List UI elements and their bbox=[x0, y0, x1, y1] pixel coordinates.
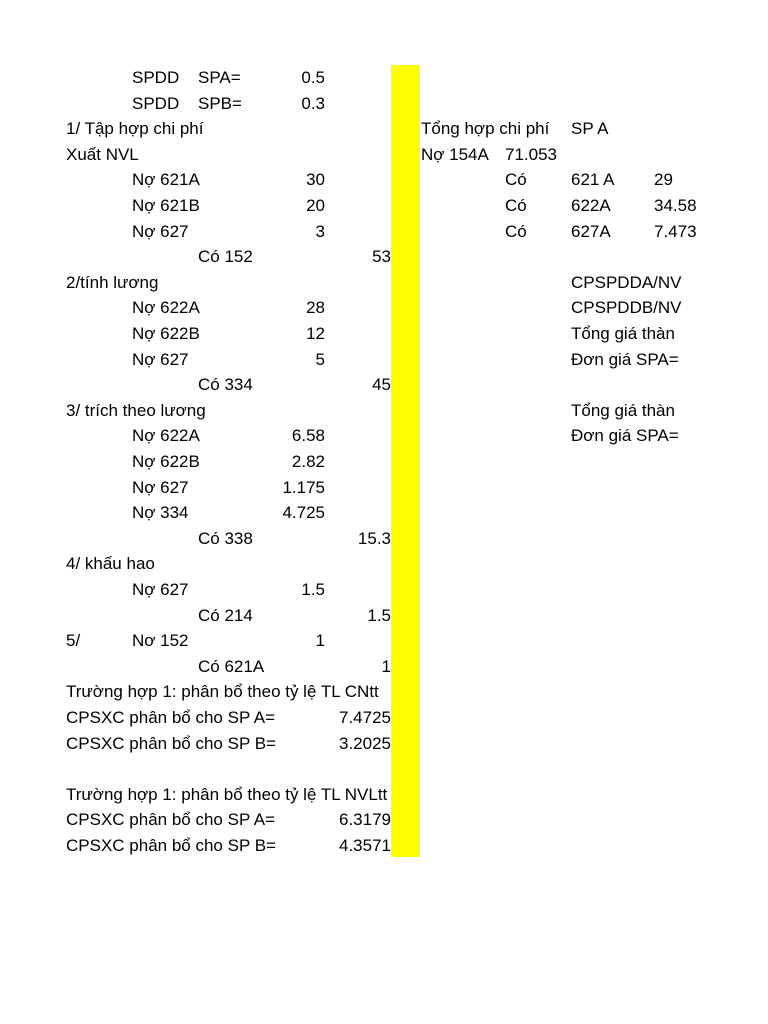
cell-g-3: Tổng hợp chi phí bbox=[421, 119, 550, 139]
cell-e-22: 1.5 bbox=[367, 605, 391, 625]
cell-d-10: 28 bbox=[306, 298, 325, 318]
cell-b-17: Nợ 627 bbox=[132, 477, 189, 497]
cell-d-2: 0.3 bbox=[301, 93, 325, 113]
cell-a-4: Xuất NVL bbox=[66, 144, 139, 164]
cell-h-4: 71.053 bbox=[505, 144, 557, 164]
cell-e-30: 6.3179 bbox=[339, 810, 391, 830]
cell-b-12: Nợ 627 bbox=[132, 349, 189, 369]
cell-i-14: Tổng giá thàn bbox=[571, 400, 675, 420]
cell-a-30: CPSXC phân bổ cho SP A= bbox=[66, 810, 276, 830]
cell-e-8: 53 bbox=[372, 247, 391, 267]
cell-g-4: Nợ 154A bbox=[421, 144, 489, 164]
cell-d-6: 20 bbox=[306, 196, 325, 215]
cell-a-31: CPSXC phân bổ cho SP B= bbox=[66, 836, 276, 855]
highlighted-column bbox=[391, 65, 420, 857]
cell-d-5: 30 bbox=[306, 170, 325, 190]
cell-a-14: 3/ trích theo lương bbox=[66, 400, 206, 420]
cell-d-17: 1.175 bbox=[282, 477, 325, 497]
cell-i-11: Tổng giá thàn bbox=[571, 324, 675, 343]
cell-i-9: CPSPDDA/NV bbox=[571, 272, 682, 292]
cell-c-8: Có 152 bbox=[198, 247, 253, 267]
cell-b-5: Nợ 621A bbox=[132, 170, 200, 190]
cell-e-26: 7.4725 bbox=[339, 708, 391, 727]
cell-i-3: SP A bbox=[571, 119, 609, 139]
cell-b-18: Nợ 334 bbox=[132, 503, 189, 523]
cell-a-3: 1/ Tập hợp chi phí bbox=[66, 119, 204, 139]
cell-d-18: 4.725 bbox=[282, 503, 325, 523]
cell-d-12: 5 bbox=[315, 349, 325, 369]
cell-e-31: 4.3571 bbox=[339, 836, 391, 855]
cell-h-7: Có bbox=[505, 221, 527, 241]
cell-a-9: 2/tính lương bbox=[66, 272, 159, 292]
cell-d-21: 1.5 bbox=[301, 580, 325, 599]
cell-i-6: 622A bbox=[571, 196, 611, 215]
cell-b-10: Nợ 622A bbox=[132, 298, 200, 318]
cell-h-5: Có bbox=[505, 170, 527, 190]
cell-i-15: Đơn giá SPA= bbox=[571, 426, 679, 446]
cell-d-23: 1 bbox=[315, 631, 325, 651]
cell-e-19: 15.3 bbox=[357, 528, 391, 548]
cell-d-16: 2.82 bbox=[291, 452, 325, 471]
cell-c-19: Có 338 bbox=[198, 528, 253, 548]
cell-b-23: Nơ 152 bbox=[132, 631, 189, 651]
cell-c-2: SPB= bbox=[198, 93, 242, 113]
cell-d-1: 0.5 bbox=[301, 68, 325, 87]
cell-b-2: SPDD bbox=[132, 93, 180, 113]
cell-e-27: 3.2025 bbox=[339, 733, 391, 753]
cell-d-7: 3 bbox=[315, 221, 325, 241]
cell-i-10: CPSPDDB/NV bbox=[571, 298, 682, 318]
cell-j-5: 29 bbox=[654, 170, 673, 190]
cell-a-23: 5/ bbox=[66, 631, 81, 651]
cell-e-24: 1 bbox=[381, 656, 391, 676]
cell-d-15: 6.58 bbox=[291, 426, 325, 446]
cell-i-12: Đơn giá SPA= bbox=[571, 349, 679, 369]
cell-h-6: Có bbox=[505, 196, 527, 215]
cell-a-26: CPSXC phân bổ cho SP A= bbox=[66, 708, 276, 727]
cell-j-6: 34.58 bbox=[654, 196, 697, 215]
cell-b-15: Nợ 622A bbox=[132, 426, 200, 446]
cell-i-5: 621 A bbox=[571, 170, 615, 190]
cell-a-27: CPSXC phân bổ cho SP B= bbox=[66, 733, 276, 753]
cell-i-7: 627A bbox=[571, 221, 611, 241]
cell-d-11: 12 bbox=[306, 324, 325, 343]
cell-c-22: Có 214 bbox=[198, 605, 253, 625]
cell-j-7: 7.473 bbox=[654, 221, 697, 241]
cell-b-16: Nợ 622B bbox=[132, 452, 200, 471]
cell-b-11: Nợ 622B bbox=[132, 324, 200, 343]
cell-b-6: Nợ 621B bbox=[132, 196, 200, 215]
cell-b-7: Nợ 627 bbox=[132, 221, 189, 241]
cell-b-1: SPDD bbox=[132, 68, 180, 87]
cell-b-21: Nợ 627 bbox=[132, 580, 189, 599]
cell-c-1: SPA= bbox=[198, 68, 241, 87]
cell-a-25: Trường hợp 1: phân bổ theo tỷ lệ TL CNtt bbox=[66, 682, 379, 702]
cell-a-20: 4/ khấu hao bbox=[66, 554, 155, 574]
cell-c-13: Có 334 bbox=[198, 375, 253, 395]
cell-e-13: 45 bbox=[372, 375, 391, 395]
cell-c-24: Có 621A bbox=[198, 656, 265, 676]
cell-a-29: Trường hợp 1: phân bổ theo tỷ lệ TL NVLtt bbox=[66, 784, 388, 804]
